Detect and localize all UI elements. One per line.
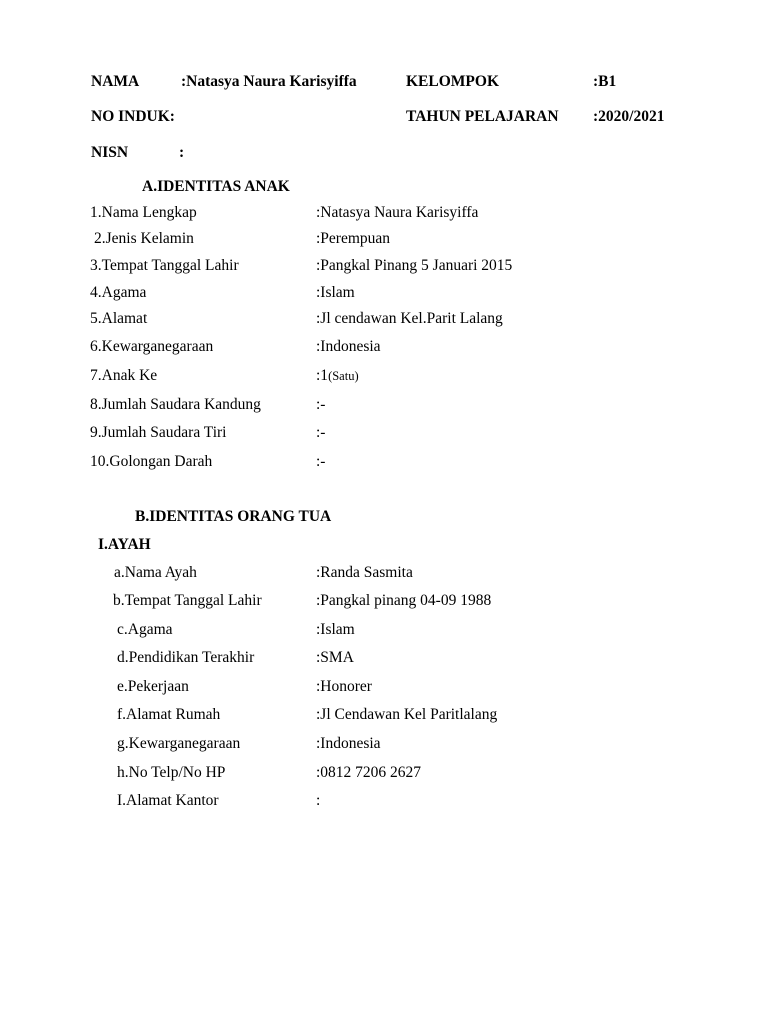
section-a-title: A.IDENTITAS ANAK <box>142 178 290 195</box>
row-label: 1.Nama Lengkap <box>90 204 197 221</box>
row-value: :- <box>316 453 326 470</box>
row-label: c.Agama <box>117 621 173 638</box>
row-label: 3.Tempat Tanggal Lahir <box>90 257 239 274</box>
row-label: b.Tempat Tanggal Lahir <box>113 592 262 609</box>
nisn-label: NISN <box>91 144 129 161</box>
row-label: 5.Alamat <box>90 310 148 327</box>
row-value: :- <box>316 396 326 413</box>
nama-value: :Natasya Naura Karisyiffa <box>181 73 357 90</box>
row-value-group <box>316 368 359 384</box>
row-value: :Perempuan <box>316 230 391 247</box>
row-label: 4.Agama <box>90 284 147 301</box>
row-value: :Honorer <box>316 678 372 695</box>
row-value: :Indonesia <box>316 338 381 355</box>
section-b-subtitle: I.AYAH <box>98 536 151 553</box>
row-value: :Pangkal pinang 04-09 1988 <box>316 592 492 609</box>
no-induk-label: NO INDUK: <box>91 108 175 125</box>
row-label: f.Alamat Rumah <box>117 706 221 723</box>
row-value: :Jl cendawan Kel.Parit Lalang <box>316 310 503 327</box>
kelompok-label: KELOMPOK <box>406 73 499 90</box>
tahun-label: TAHUN PELAJARAN <box>406 108 559 125</box>
row-value: :Islam <box>316 621 355 638</box>
row-value: :Natasya Naura Karisyiffa <box>316 204 479 221</box>
row-label: 9.Jumlah Saudara Tiri <box>90 424 227 441</box>
row-value: :Pangkal Pinang 5 Januari 2015 <box>316 257 513 274</box>
tahun-value: :2020/2021 <box>593 108 665 125</box>
row-label: a.Nama Ayah <box>114 564 197 581</box>
row-label: 6.Kewarganegaraan <box>90 338 214 355</box>
kelompok-value: :B1 <box>593 73 617 90</box>
row-value-note: (Satu) <box>328 369 359 383</box>
row-label: 2.Jenis Kelamin <box>94 230 194 247</box>
row-label: g.Kewarganegaraan <box>117 735 241 752</box>
row-label: 10.Golongan Darah <box>90 453 213 470</box>
row-label: I.Alamat Kantor <box>117 792 219 809</box>
nama-label: NAMA <box>91 73 140 90</box>
row-value: :1 <box>316 367 329 384</box>
row-label: h.No Telp/No HP <box>117 764 226 781</box>
row-value: :Jl Cendawan Kel Paritlalang <box>316 706 498 723</box>
row-value: :0812 7206 2627 <box>316 764 422 781</box>
row-label: d.Pendidikan Terakhir <box>117 649 255 666</box>
nisn-value: : <box>179 144 185 161</box>
row-value: :Islam <box>316 284 355 301</box>
row-value: : <box>316 792 321 809</box>
row-label: 8.Jumlah Saudara Kandung <box>90 396 261 413</box>
row-value: :Indonesia <box>316 735 381 752</box>
section-b-title: B.IDENTITAS ORANG TUA <box>135 508 332 525</box>
row-value: :SMA <box>316 649 354 666</box>
row-value: :- <box>316 424 326 441</box>
row-label: e.Pekerjaan <box>117 678 189 695</box>
row-value: :Randa Sasmita <box>316 564 413 581</box>
row-label: 7.Anak Ke <box>90 367 158 384</box>
